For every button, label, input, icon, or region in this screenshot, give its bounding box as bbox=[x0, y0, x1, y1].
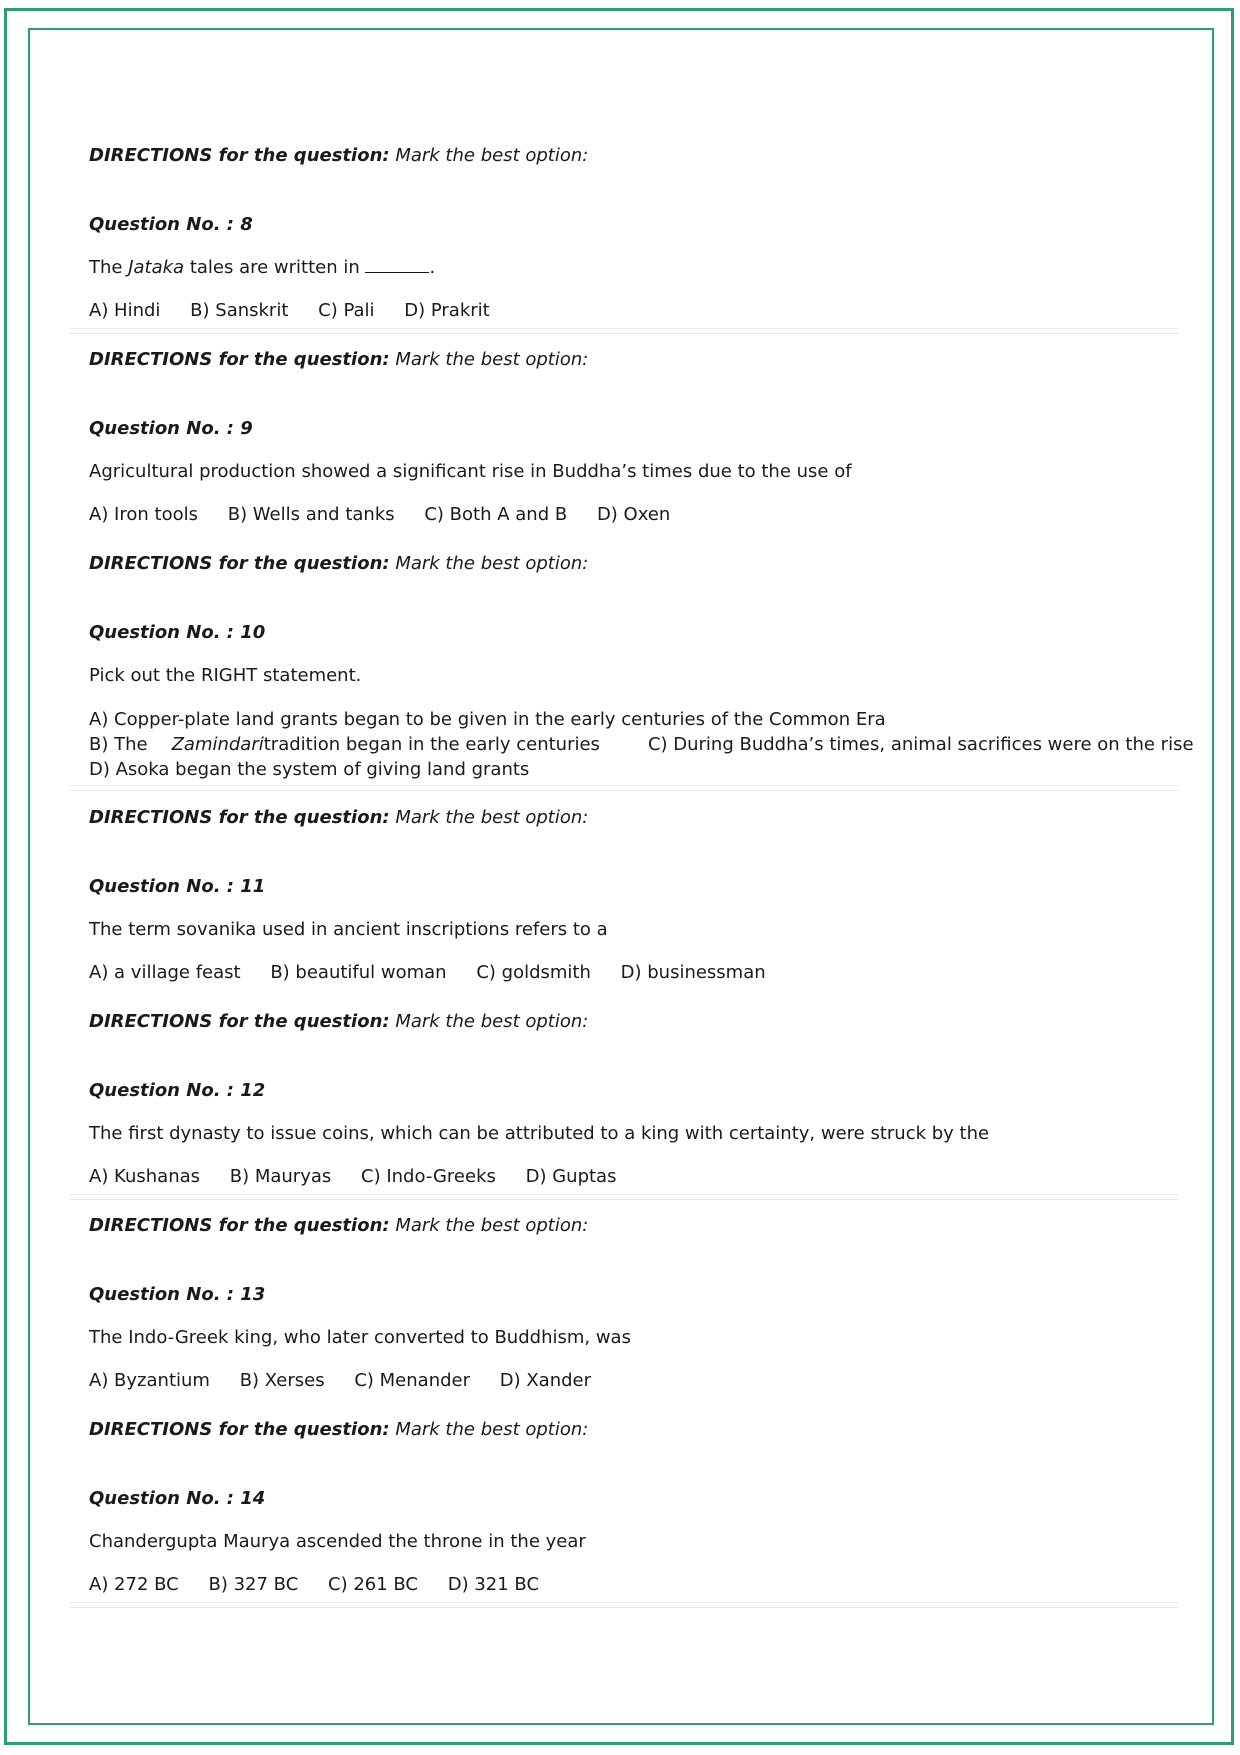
option-c[interactable]: C) Indo-Greeks bbox=[361, 1166, 496, 1187]
options-row bbox=[89, 1370, 615, 1391]
option-a[interactable]: A) a village feast bbox=[89, 962, 241, 983]
options-row bbox=[89, 962, 790, 983]
option-d[interactable]: D) Xander bbox=[499, 1370, 592, 1391]
question-text: The first dynasty to issue coins, which can be attributed to a king with certainty, were struck by the bbox=[89, 1123, 990, 1144]
option-a[interactable]: A) Kushanas bbox=[89, 1166, 201, 1187]
option-b[interactable]: B) The Zamindaritradition began in the early centuries bbox=[89, 734, 600, 755]
option-b[interactable]: B) Xerses bbox=[239, 1370, 325, 1391]
question-number: Question No. : 13 bbox=[89, 1284, 266, 1305]
directions-line: DIRECTIONS for the question: Mark the best option: bbox=[89, 145, 589, 166]
option-c[interactable]: C) Both A and B bbox=[424, 504, 568, 525]
option-c[interactable]: C) Menander bbox=[354, 1370, 471, 1391]
option-a[interactable]: A) Byzantium bbox=[89, 1370, 210, 1391]
option-d[interactable]: D) Guptas bbox=[525, 1166, 617, 1187]
question-text: The Jataka tales are written in . bbox=[89, 257, 436, 278]
option-c[interactable]: C) During Buddha’s times, animal sacrifices were on the rise bbox=[647, 734, 1194, 755]
separator bbox=[69, 1602, 1179, 1603]
directions-line: DIRECTIONS for the question: Mark the best option: bbox=[89, 1011, 589, 1032]
separator bbox=[69, 328, 1179, 329]
option-b[interactable]: B) Mauryas bbox=[229, 1166, 332, 1187]
question-number: Question No. : 12 bbox=[89, 1080, 266, 1101]
question-text: Chandergupta Maurya ascended the throne in the year bbox=[89, 1531, 586, 1552]
option-b[interactable]: B) Wells and tanks bbox=[227, 504, 395, 525]
options-block bbox=[89, 707, 1194, 782]
question-number: Question No. : 9 bbox=[89, 418, 253, 439]
separator bbox=[69, 790, 1179, 791]
answer-blank bbox=[365, 258, 429, 273]
options-row bbox=[89, 300, 514, 321]
option-a[interactable]: A) Copper-plate land grants began to be given in the early centuries of the Common Era bbox=[89, 709, 886, 730]
question-number: Question No. : 8 bbox=[89, 214, 253, 235]
options-row bbox=[89, 504, 694, 525]
option-a[interactable]: A) Iron tools bbox=[89, 504, 198, 525]
option-d[interactable]: D) businessman bbox=[620, 962, 766, 983]
option-a[interactable]: A) Hindi bbox=[89, 300, 161, 321]
directions-line: DIRECTIONS for the question: Mark the best option: bbox=[89, 349, 589, 370]
option-b[interactable]: B) 327 BC bbox=[208, 1574, 299, 1595]
option-a[interactable]: A) 272 BC bbox=[89, 1574, 179, 1595]
option-c[interactable]: C) goldsmith bbox=[476, 962, 591, 983]
option-d[interactable]: D) Asoka began the system of giving land grants bbox=[89, 759, 530, 780]
question-number: Question No. : 14 bbox=[89, 1488, 266, 1509]
directions-line: DIRECTIONS for the question: Mark the best option: bbox=[89, 1419, 589, 1440]
option-row-bc bbox=[89, 732, 1194, 757]
option-c[interactable]: C) Pali bbox=[318, 300, 375, 321]
question-text: The term sovanika used in ancient inscriptions refers to a bbox=[89, 919, 608, 940]
question-text: The Indo-Greek king, who later converted to Buddhism, was bbox=[89, 1327, 631, 1348]
options-row bbox=[89, 1574, 563, 1595]
option-d[interactable]: D) Oxen bbox=[596, 504, 671, 525]
separator bbox=[69, 1607, 1179, 1608]
directions-line: DIRECTIONS for the question: Mark the best option: bbox=[89, 1215, 589, 1236]
separator bbox=[69, 785, 1179, 786]
question-text: Agricultural production showed a significant rise in Buddha’s times due to the use of bbox=[89, 461, 852, 482]
separator bbox=[69, 1194, 1179, 1195]
option-d[interactable]: D) Prakrit bbox=[404, 300, 490, 321]
question-number: Question No. : 10 bbox=[89, 622, 266, 643]
directions-line: DIRECTIONS for the question: Mark the best option: bbox=[89, 553, 589, 574]
directions-line: DIRECTIONS for the question: Mark the best option: bbox=[89, 807, 589, 828]
option-b[interactable]: B) beautiful woman bbox=[270, 962, 447, 983]
separator bbox=[69, 1199, 1179, 1200]
question-number: Question No. : 11 bbox=[89, 876, 266, 897]
option-d[interactable]: D) 321 BC bbox=[447, 1574, 540, 1595]
question-text: Pick out the RIGHT statement. bbox=[89, 665, 362, 686]
option-b[interactable]: B) Sanskrit bbox=[190, 300, 289, 321]
options-row bbox=[89, 1166, 640, 1187]
separator bbox=[69, 333, 1179, 334]
option-c[interactable]: C) 261 BC bbox=[328, 1574, 418, 1595]
